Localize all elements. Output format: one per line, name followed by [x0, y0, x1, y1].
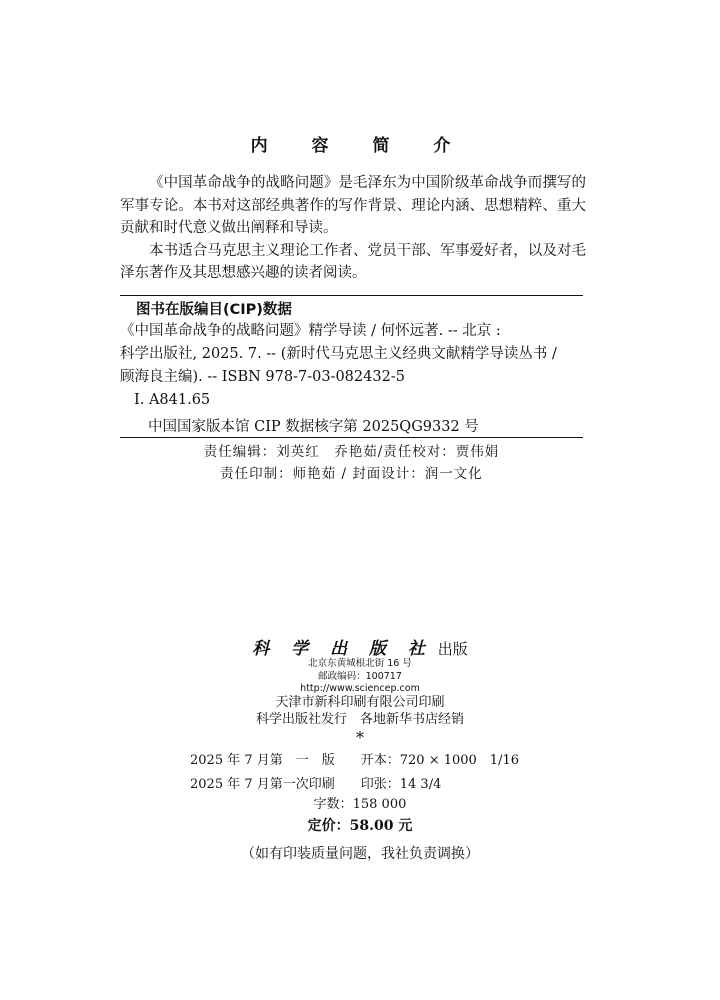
separator-star: * [356, 728, 364, 747]
publisher-name-line [0, 634, 720, 659]
distribution-line: 科学出版社发行 各地新华书店经销 [255, 712, 464, 727]
publisher-suffix: 出版 [437, 640, 468, 658]
price: 定价：58.00 元 [307, 818, 413, 834]
quality-notice: （如有印装质量问题，我社负责调换） [241, 846, 479, 862]
edition-line: 2025 年 7 月第 一 版 开本：720 × 1000 1/16 [190, 753, 519, 768]
publisher-logo-text: 科 学 出 版 社 [252, 639, 433, 659]
word-count: 字数：158 000 [313, 797, 407, 812]
publisher-website: http://www.sciencep.com [300, 683, 420, 694]
intro-heading: 内 容 简 介 [250, 136, 470, 156]
credits-line-1: 责任编辑：刘英红 乔艳茹/责任校对：贾伟娟 [203, 444, 500, 460]
cip-data-number: 中国国家版本馆 CIP 数据核字第 2025QG9332 号 [148, 419, 479, 435]
printing-line: 2025 年 7 月第一次印刷 印张：14 3/4 [190, 777, 442, 792]
cip-title: 图书在版编目(CIP)数据 [136, 302, 292, 318]
cip-top-rule [120, 295, 583, 296]
cip-bottom-rule [120, 437, 583, 438]
intro-text [120, 172, 586, 285]
cip-line-1: 《中国革命战争的战略问题》精学导读 / 何怀远著. -- 北京 : [120, 323, 501, 339]
cip-line-3: 顾海良主编). -- ISBN 978-7-03-082432-5 [120, 369, 405, 385]
intro-paragraph-1: 《中国革命战争的战略问题》是毛泽东为中国阶级革命战争而撰写的军事专论。本书对这部经典著作的写作背景、理论内涵、思想精粹、重大贡献和时代意义做出阐释和导读。 [120, 175, 586, 236]
cip-line-2: 科学出版社, 2025. 7. -- (新时代马克思主义经典文献精学导读丛书 / [120, 346, 557, 362]
printer-line: 天津市新科印刷有限公司印刷 [275, 695, 445, 710]
credits-line-2: 责任印制：师艳茹 / 封面设计：润一文化 [220, 466, 483, 482]
cip-record [120, 320, 586, 389]
intro-paragraph-2: 本书适合马克思主义理论工作者、党员干部、军事爱好者，以及对毛泽东著作及其思想感兴趣的读者阅读。 [120, 242, 586, 281]
publisher-postcode: 邮政编码：100717 [318, 671, 402, 682]
publisher-address: 北京东黄城根北街 16 号 [308, 658, 412, 669]
cip-classification: Ⅰ. A841.65 [134, 392, 211, 408]
